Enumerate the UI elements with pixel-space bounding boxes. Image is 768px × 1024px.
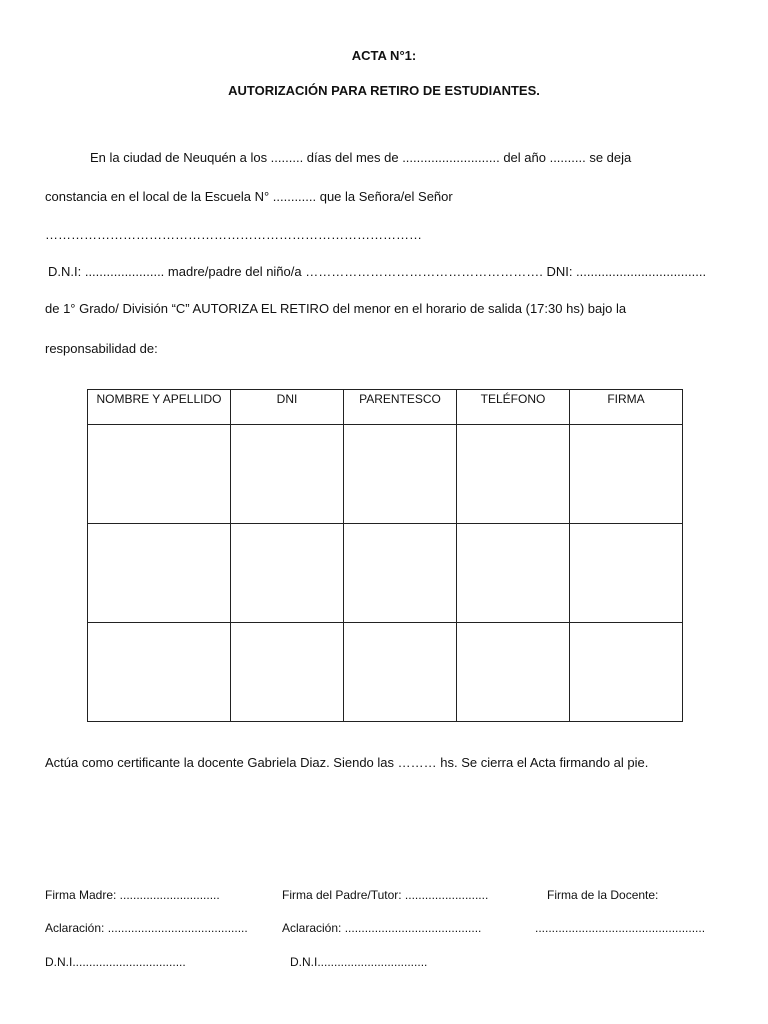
cell-firma[interactable]	[570, 623, 683, 722]
teacher-signature-line: ...................................................	[535, 921, 706, 935]
cell-nombre[interactable]	[88, 623, 231, 722]
document-title: ACTA N°1:	[351, 48, 417, 63]
paragraph-line-6: responsabilidad de:	[45, 341, 158, 356]
table-row	[88, 623, 683, 722]
mother-dni: D.N.I..................................	[45, 955, 186, 969]
cell-nombre[interactable]	[88, 425, 231, 524]
header-parentesco: PARENTESCO	[344, 390, 457, 425]
cell-parentesco[interactable]	[344, 425, 457, 524]
cell-firma[interactable]	[570, 425, 683, 524]
paragraph-line-3: ……………………………………………………………………………	[45, 227, 422, 242]
cell-nombre[interactable]	[88, 524, 231, 623]
paragraph-line-2: constancia en el local de la Escuela N° ............ que la Señora/el Señor	[45, 189, 453, 204]
cell-dni[interactable]	[231, 623, 344, 722]
father-dni: D.N.I.................................	[290, 955, 428, 969]
responsables-table	[87, 389, 683, 722]
header-dni: DNI	[231, 390, 344, 425]
header-telefono: TELÉFONO	[457, 390, 570, 425]
mother-signature: Firma Madre: ..............................	[45, 888, 220, 902]
header-nombre: NOMBRE Y APELLIDO	[88, 390, 231, 425]
cell-dni[interactable]	[231, 425, 344, 524]
cell-telefono[interactable]	[457, 524, 570, 623]
closing-text: Actúa como certificante la docente Gabriela Diaz. Siendo las ……… hs. Se cierra el Acta firmando al pie.	[45, 755, 649, 770]
table-header-row	[88, 390, 683, 425]
cell-parentesco[interactable]	[344, 524, 457, 623]
mother-clarification: Aclaración: ..........................................	[45, 921, 248, 935]
paragraph-line-5: de 1° Grado/ División “C” AUTORIZA EL RETIRO del menor en el horario de salida (17:30 hs) bajo la	[45, 301, 627, 316]
header-firma: FIRMA	[570, 390, 683, 425]
cell-dni[interactable]	[231, 524, 344, 623]
document-subtitle: AUTORIZACIÓN PARA RETIRO DE ESTUDIANTES.	[228, 83, 540, 98]
paragraph-line-1: En la ciudad de Neuquén a los ......... días del mes de ........................... del año .......... se deja	[90, 150, 632, 165]
cell-firma[interactable]	[570, 524, 683, 623]
teacher-signature: Firma de la Docente:	[547, 888, 659, 902]
father-signature: Firma del Padre/Tutor: .........................	[282, 888, 489, 902]
father-clarification: Aclaración: .........................................	[282, 921, 482, 935]
table-row	[88, 425, 683, 524]
cell-parentesco[interactable]	[344, 623, 457, 722]
cell-telefono[interactable]	[457, 623, 570, 722]
paragraph-line-4: D.N.I: ...................... madre/padre del niño/a ………………………………………………. DNI: ....................................	[48, 264, 707, 279]
table-row	[88, 524, 683, 623]
cell-telefono[interactable]	[457, 425, 570, 524]
